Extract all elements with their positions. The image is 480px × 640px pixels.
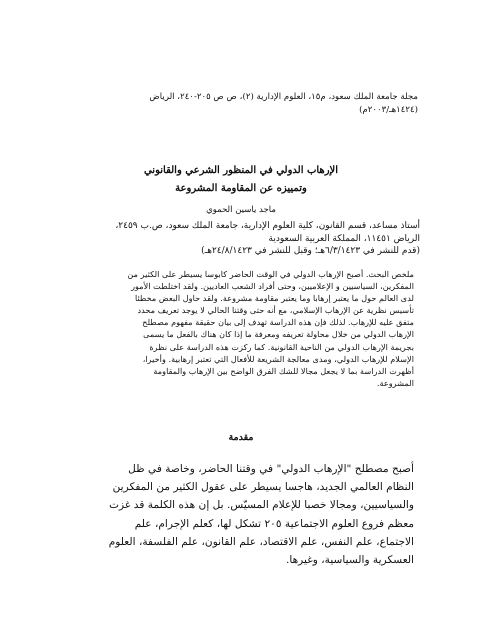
paper-subtitle: وتمييزه عن المقاومة المشروعة	[175, 183, 307, 194]
section-heading-introduction: مقدمة	[228, 432, 254, 443]
body-line: الاجتماع، علم النفس، علم الاقتصاد، علم القانون، علم الفلسفة، العلوم	[108, 535, 414, 548]
abstract-line: المفكرين، السياسيين و الإعلاميين، وحتى أفراد الشعب العاديين. ولقد اختلطت الأمور	[131, 281, 414, 292]
introduction-text	[66, 460, 414, 569]
abstract	[64, 268, 414, 389]
abstract-line: لدى العالم حول ما يعتبر إرهابا وما يعتبر مقاومة مشروعة. ولقد حاول البعض مخطئا	[134, 293, 414, 304]
paper-title: الإرهاب الدولي في المنظور الشرعي والقانوني	[143, 165, 339, 176]
abstract-line: بجريمة الإرهاب الدولي من الناحية القانونية. كما ركزت هذه الدراسة على نظرة	[149, 341, 414, 352]
abstract-line: المشروعة.	[376, 377, 414, 388]
body-line: والسياسيين، ومجالا خصبا للإعلام المسيّس. بل إن هذه الكلمة قد غزت	[109, 499, 414, 512]
abstract-line: متفق عليه للإرهاب. لذلك فإن هذه الدراسة تهدف إلى بيان حقيقة مفهوم مصطلح	[142, 317, 414, 328]
abstract-line: أظهرت الدراسة بما لا يجعل مجالا للشك الفرق الواضح بين الإرهاب والمقاومة	[153, 365, 414, 376]
body-line: العسكرية والسياسية، وغيرها.	[285, 554, 414, 567]
abstract-line: الإسلام للإرهاب الدولي، ومدى معالجة الشريعة للأفعال التي تعتبر إرهابية. وأخيرا،	[142, 353, 414, 364]
abstract-line: تأسيس نظرية عن الإرهاب الإسلامي، مع أنه حتى وقتنا الحالي لا يوجد تعريف محدد	[137, 305, 414, 316]
affiliation-line: أستاذ مساعد، قسم القانون، كلية العلوم الإدارية، جامعة الملك سعود، ص.ب ٢٤٥٩،	[115, 221, 420, 231]
author-name: ماجد ياسين الحموي	[206, 205, 276, 215]
body-line: النظام العالمي الجديد، هاجسا يسيطر على عقول الكثير من المفكرين	[112, 481, 414, 494]
author-affiliation	[90, 220, 420, 258]
body-line: أصبح مصطلح "الإرهاب الدولي" في وقتنا الحاضر، وخاصة في ظل	[128, 463, 414, 475]
abstract-line: ملخص البحث. أصبح الإرهاب الدولي في الوقت الحاضر كابوسا يسيطر على الكثير من	[127, 269, 414, 279]
affiliation-line: الرياض ١١٤٥١، المملكة العربية السعودية	[268, 233, 420, 244]
journal-header	[62, 91, 418, 117]
abstract-line: الإرهاب الدولي من خلال محاولة تعريفه ومعرفة ما إذا كان هناك بالفعل ما يسمى	[143, 329, 414, 340]
journal-citation: مجلة جامعة الملك سعود، م١٥، العلوم الإدارية (٢)، ص ص ٢٠٥-٢٤٠، الرياض	[149, 92, 418, 102]
submission-dates: (قدم للنشر في ٦/٣/١٤٢٣هـ؛ وقبل للنشر في ٢٤/٨/١٤٢٣هـ)	[201, 246, 420, 256]
body-line: معظم فروع العلوم الاجتماعية ٢٠٥ تشكل لها، كعلم الإجرام، علم	[134, 517, 414, 530]
journal-date: (١٤٢٤هـ/٢٠٠٣م)	[359, 105, 418, 115]
